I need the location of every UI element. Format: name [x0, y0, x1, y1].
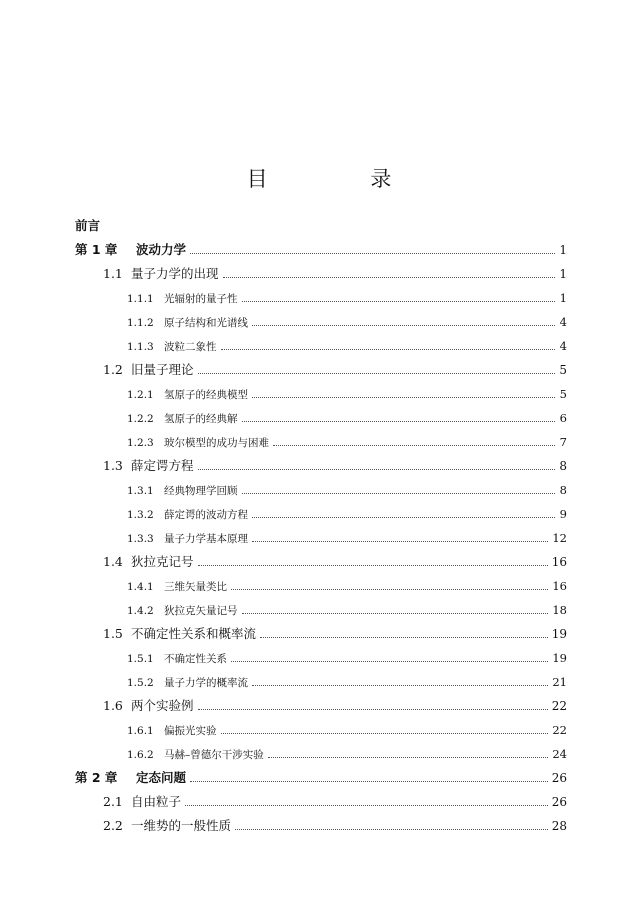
toc-entry-section[interactable]: [75, 790, 567, 814]
toc-entry-title: 薛定谔方程: [131, 458, 194, 473]
toc-entry-number: 1.6: [103, 698, 123, 713]
toc-entry-sub[interactable]: [75, 670, 567, 694]
toc-dot-leader: [190, 252, 555, 254]
toc-page-number: 19: [551, 627, 567, 641]
toc-page-number: 1: [559, 291, 567, 305]
toc-entry-number: 1.5.2: [127, 677, 154, 689]
toc-entry-section[interactable]: [75, 550, 567, 574]
toc-dot-leader: [268, 756, 549, 758]
toc-dot-leader: [242, 492, 556, 494]
toc-entry-title: 波粒二象性: [164, 341, 217, 353]
table-of-contents: [75, 214, 567, 838]
toc-page-number: 24: [552, 747, 567, 761]
toc-entry-number: 1.1.3: [127, 341, 154, 353]
toc-entry-title: 两个实验例: [131, 698, 194, 713]
toc-entry-title: 经典物理学回顾: [164, 485, 238, 497]
toc-entry-sub[interactable]: [75, 526, 567, 550]
toc-dot-leader: [198, 468, 555, 470]
toc-entry-number: 1.3.3: [127, 533, 154, 545]
toc-entry-sub[interactable]: [75, 406, 567, 430]
toc-dot-leader: [252, 684, 548, 686]
toc-front-matter[interactable]: [75, 214, 567, 238]
toc-entry-sub[interactable]: [75, 718, 567, 742]
toc-dot-leader: [242, 612, 549, 614]
toc-entry-title: 薛定谔的波动方程: [164, 509, 248, 521]
toc-entry-sub[interactable]: [75, 382, 567, 406]
toc-entry-title: 狄拉克矢量记号: [164, 605, 238, 617]
toc-page-number: 16: [552, 579, 567, 593]
toc-entry-number: 1.5: [103, 626, 123, 641]
toc-entry-title: 不确定性关系: [164, 653, 227, 665]
toc-page-number: 4: [559, 339, 567, 353]
toc-entry-sub[interactable]: [75, 430, 567, 454]
toc-entry-title: 玻尔模型的成功与困难: [164, 437, 269, 449]
toc-entry-number: 1.5.1: [127, 653, 154, 665]
toc-entry-number: 1.1: [103, 266, 123, 281]
toc-page-number: 22: [552, 723, 567, 737]
toc-entry-number: 1.6.2: [127, 749, 154, 761]
page-title: 目 录: [246, 167, 440, 191]
toc-page-number: 1: [559, 243, 567, 257]
toc-entry-sub[interactable]: [75, 478, 567, 502]
toc-page-number: 1: [559, 267, 567, 281]
toc-dot-leader: [185, 804, 548, 806]
toc-entry-title: 不确定性关系和概率流: [131, 626, 257, 641]
toc-entry-title: 原子结构和光谱线: [164, 317, 248, 329]
toc-dot-leader: [252, 516, 555, 518]
toc-dot-leader: [198, 372, 555, 374]
toc-dot-leader: [273, 444, 555, 446]
toc-page-number: 8: [559, 459, 567, 473]
toc-entry-section[interactable]: [75, 694, 567, 718]
toc-entry-number: 1.4: [103, 554, 123, 569]
toc-entry-number: 2.2: [103, 818, 123, 833]
toc-page-number: 12: [552, 531, 567, 545]
toc-page-number: 26: [551, 795, 567, 809]
toc-dot-leader: [242, 300, 556, 302]
toc-page-number: 9: [559, 507, 567, 521]
toc-dot-leader: [231, 660, 548, 662]
toc-dot-leader: [252, 396, 555, 398]
toc-entry-number: 1.1.1: [127, 293, 154, 305]
toc-dot-leader: [198, 708, 548, 710]
toc-entry-sub[interactable]: [75, 574, 567, 598]
toc-entry-number: 1.4.1: [127, 581, 154, 593]
toc-dot-leader: [223, 276, 555, 278]
toc-entry-number: 1.2: [103, 362, 123, 377]
toc-dot-leader: [190, 780, 548, 782]
toc-page-number: 5: [559, 363, 567, 377]
toc-entry-sub[interactable]: [75, 334, 567, 358]
toc-entry-title: 偏振光实验: [164, 725, 217, 737]
toc-entry-title: 量子力学基本原理: [164, 533, 248, 545]
toc-entry-sub[interactable]: [75, 502, 567, 526]
toc-dot-leader: [221, 348, 556, 350]
toc-entry-title: 波动力学: [136, 242, 187, 257]
toc-entry-title: 马赫–曾德尔干涉实验: [164, 749, 264, 761]
toc-entry-section[interactable]: [75, 814, 567, 838]
toc-dot-leader: [231, 588, 548, 590]
toc-page-number: 26: [551, 771, 567, 785]
toc-page-number: 19: [552, 651, 567, 665]
toc-entry-section[interactable]: [75, 262, 567, 286]
toc-entry-number: 1.3.2: [127, 509, 154, 521]
toc-entry-number: 2.1: [103, 794, 123, 809]
toc-entry-sub[interactable]: [75, 286, 567, 310]
toc-entry-title: 氢原子的经典模型: [164, 389, 248, 401]
toc-entry-number: 1.6.1: [127, 725, 154, 737]
toc-entry-chapter[interactable]: [75, 766, 567, 790]
toc-dot-leader: [198, 564, 548, 566]
toc-entry-title: 旧量子理论: [131, 362, 194, 377]
toc-page-number: 6: [559, 411, 567, 425]
toc-entry-title: 定态问题: [136, 770, 187, 785]
toc-entry-title: 三维矢量类比: [164, 581, 227, 593]
toc-page-number: 16: [551, 555, 567, 569]
toc-dot-leader: [235, 828, 548, 830]
toc-page-number: 7: [559, 435, 567, 449]
toc-entry-number: 1.2.3: [127, 437, 154, 449]
toc-entry-number: 1.2.2: [127, 413, 154, 425]
toc-entry-chapter[interactable]: [75, 238, 567, 262]
toc-dot-leader: [242, 420, 556, 422]
toc-entry-title: 氢原子的经典解: [164, 413, 238, 425]
toc-entry-title: 自由粒子: [131, 794, 182, 809]
toc-entry-title: 光辐射的量子性: [164, 293, 238, 305]
toc-entry-section[interactable]: [75, 622, 567, 646]
toc-entry-number: 第 1 章: [75, 242, 118, 257]
toc-entry-title: 狄拉克记号: [131, 554, 194, 569]
toc-entry-number: 1.2.1: [127, 389, 154, 401]
toc-entry-section[interactable]: [75, 454, 567, 478]
toc-page-number: 18: [552, 603, 567, 617]
toc-page-number: 21: [552, 675, 567, 689]
toc-entry-title: 一维势的一般性质: [131, 818, 232, 833]
toc-page-number: 4: [559, 315, 567, 329]
toc-entry-sub[interactable]: [75, 742, 567, 766]
toc-dot-leader: [221, 732, 549, 734]
toc-entry-number: 1.1.2: [127, 317, 154, 329]
toc-dot-leader: [252, 540, 548, 542]
toc-dot-leader: [252, 324, 555, 326]
toc-entry-sub[interactable]: [75, 598, 567, 622]
toc-entry-section[interactable]: [75, 358, 567, 382]
toc-entry-sub[interactable]: [75, 646, 567, 670]
toc-entry-title: 量子力学的概率流: [164, 677, 248, 689]
toc-page-number: 8: [559, 483, 567, 497]
toc-page-number: 5: [559, 387, 567, 401]
toc-page-number: 22: [551, 699, 567, 713]
toc-entry-sub[interactable]: [75, 310, 567, 334]
toc-entry-number: 第 2 章: [75, 770, 118, 785]
toc-dot-leader: [260, 636, 548, 638]
toc-entry-number: 1.4.2: [127, 605, 154, 617]
toc-front-label: 前言: [75, 218, 101, 233]
toc-entry-number: 1.3.1: [127, 485, 154, 497]
toc-entry-number: 1.3: [103, 458, 123, 473]
toc-page-number: 28: [551, 819, 567, 833]
toc-entry-title: 量子力学的出现: [131, 266, 219, 281]
